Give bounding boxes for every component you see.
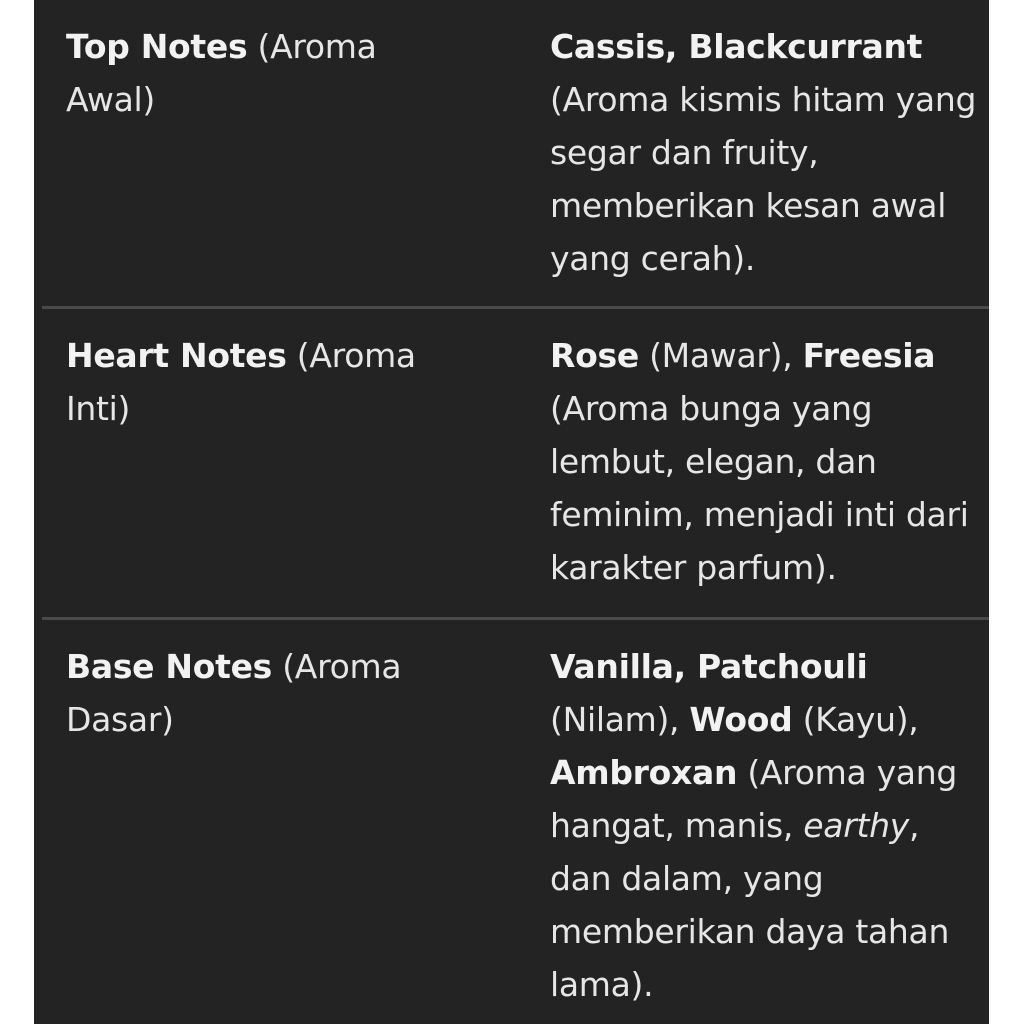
note-description-text: (Aroma kismis hitam yang segar dan fruity, memberikan kesan awal yang cerah).	[550, 80, 977, 278]
note-label-bold: Base Notes	[66, 647, 273, 686]
note-description	[550, 640, 982, 1011]
note-description-text: , dan dalam, yang memberikan daya tahan lama).	[550, 806, 950, 1004]
note-label-bold: Heart Notes	[66, 336, 287, 375]
note-label-text: (Aroma Dasar)	[66, 647, 402, 739]
note-label	[66, 329, 466, 435]
note-label	[66, 640, 466, 746]
table-row	[34, 620, 989, 1024]
note-description	[550, 329, 982, 594]
note-description-text: (Mawar),	[638, 336, 803, 375]
note-ingredient-bold: Wood	[689, 700, 793, 739]
note-description	[550, 20, 982, 285]
note-label-bold: Top Notes	[66, 27, 248, 66]
note-description-text: (Aroma bunga yang lembut, elegan, dan feminim, menjadi inti dari karakter parfum).	[550, 389, 969, 587]
note-ingredient-bold: Freesia	[802, 336, 936, 375]
note-description-text: (Kayu),	[792, 700, 919, 739]
note-ingredient-bold: Ambroxan	[550, 753, 738, 792]
note-ingredient-bold: Rose	[550, 336, 639, 375]
table-row	[34, 309, 989, 617]
note-label-text: (Aroma Inti)	[66, 336, 416, 428]
note-ingredient-bold: Vanilla, Patchouli	[550, 647, 868, 686]
note-ingredient-bold: Cassis, Blackcurrant	[550, 27, 923, 66]
table-row	[34, 0, 989, 306]
note-description-italic: earthy	[803, 806, 909, 845]
note-label	[66, 20, 466, 126]
notes-table	[34, 0, 989, 1024]
note-description-text: (Aroma yang hangat, manis,	[550, 753, 957, 845]
note-description-text: (Nilam),	[550, 700, 690, 739]
note-label-text: (Aroma Awal)	[66, 27, 377, 119]
